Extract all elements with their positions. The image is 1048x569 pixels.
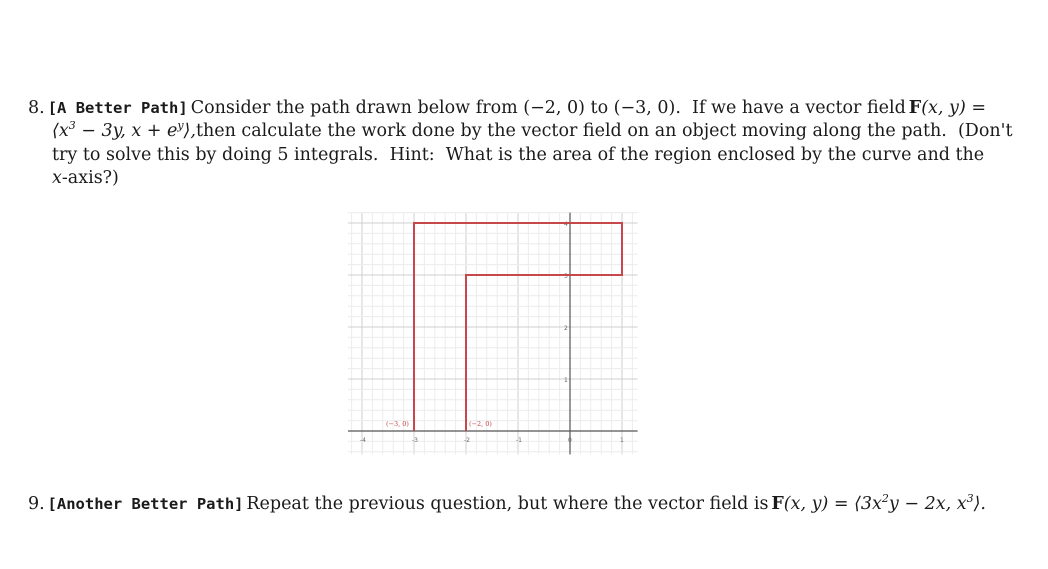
q8-line-2 bbox=[52, 119, 1013, 142]
q8-field-symbol: F bbox=[908, 98, 922, 118]
q8-line-1 bbox=[28, 97, 986, 119]
q9-number: 9. bbox=[28, 494, 45, 514]
point-label: (−2, 0) bbox=[469, 420, 492, 428]
y-tick-label: 4 bbox=[564, 221, 568, 228]
q8-text-4: -axis?) bbox=[61, 168, 119, 188]
q8-number: 8. bbox=[28, 98, 45, 118]
q8-text-1: Consider the path drawn below from (−2, 0) to (−3, 0). If we have a vector field bbox=[190, 98, 906, 118]
q8-text-2: then calculate the work done by the vector field on an object moving along the path. (Don't bbox=[195, 121, 1013, 141]
x-tick-label: -3 bbox=[412, 437, 418, 444]
x-tick-label: -4 bbox=[360, 437, 366, 444]
path-graph bbox=[348, 208, 643, 460]
q9-field-formula: F(x, $y) = ⟨3x^2y - 2x$, $x^3⟩$. bbox=[771, 492, 986, 514]
q8-text-3: try to solve this by doing 5 integrals. Hint: What is the area of the region enclosed by the curve and the bbox=[52, 145, 985, 165]
x-tick-label: 1 bbox=[620, 437, 624, 444]
q8-field-formula: $⟨x^3 - 3y$, $x + e^y⟩$, bbox=[52, 119, 196, 141]
x-tick-label: -2 bbox=[464, 437, 470, 444]
q8-line-4 bbox=[52, 167, 119, 189]
y-tick-label: 2 bbox=[564, 325, 568, 332]
q8-field-args: (x, y) = bbox=[921, 98, 986, 118]
q8-x-var: x bbox=[52, 168, 62, 188]
x-tick-label: 0 bbox=[568, 437, 572, 444]
q8-title: [A Better Path] bbox=[47, 99, 188, 117]
q9-title: [Another Better Path] bbox=[47, 495, 244, 513]
q9-text: Repeat the previous question, but where the vector field is bbox=[246, 494, 769, 514]
x-tick-label: -1 bbox=[516, 437, 522, 444]
point-label: (−3, 0) bbox=[386, 420, 409, 428]
y-tick-label: 3 bbox=[564, 273, 568, 280]
q9-line bbox=[28, 493, 986, 515]
y-tick-label: 1 bbox=[564, 377, 568, 384]
q8-line-3 bbox=[52, 144, 986, 166]
